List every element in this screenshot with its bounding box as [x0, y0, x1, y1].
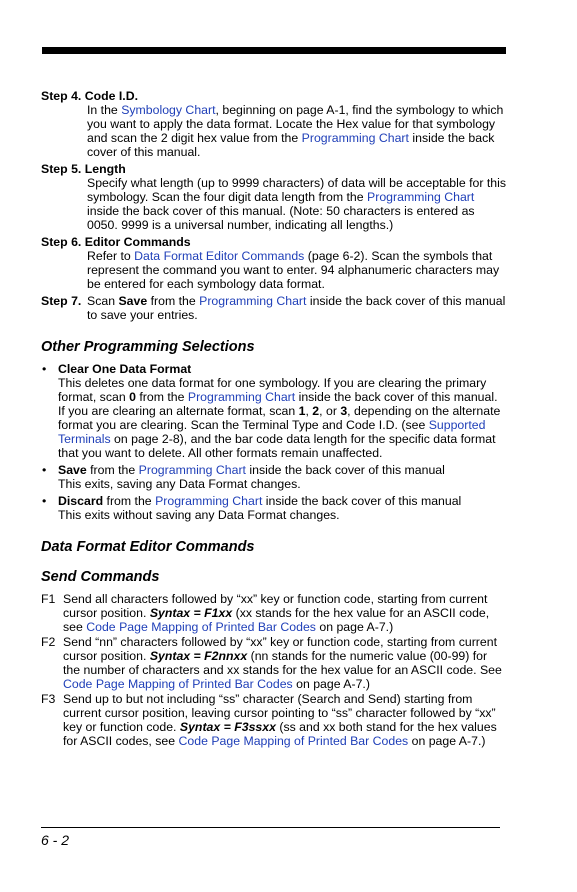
code-page-mapping-link[interactable]: Code Page Mapping of Printed Bar Codes	[86, 620, 316, 634]
step-5-title: Step 5. Length	[41, 162, 126, 176]
programming-chart-link[interactable]: Programming Chart	[187, 390, 296, 404]
text: from the	[103, 494, 156, 508]
syntax: Syntax = F3ssxx	[179, 720, 276, 734]
step-6-title: Step 6. Editor Commands	[41, 235, 191, 249]
text: on page A-7.)	[315, 620, 394, 634]
text: (ss and xx both stand for the hex values for ASCII codes, see	[63, 720, 497, 748]
text: This deletes one data format for one symbology. If you are clearing the primary format, scan	[58, 376, 487, 404]
editor-commands-heading: Data Format Editor Commands	[41, 539, 255, 555]
discard-term: Discard	[58, 494, 104, 508]
command-code: F2	[41, 635, 56, 649]
syntax: Syntax = F2nnxx	[149, 649, 248, 663]
text: Scan	[87, 294, 119, 308]
discard-item	[41, 494, 506, 522]
text: In the	[87, 103, 122, 117]
step-4	[41, 89, 506, 159]
text: (xx stands for the hex value for an ASCII code, see	[63, 606, 490, 634]
step-7-label: Step 7.	[41, 294, 82, 308]
text: on page A-7.)	[408, 734, 486, 748]
step-4-body	[87, 103, 506, 159]
text: from the	[147, 294, 200, 308]
code-page-mapping-link[interactable]: Code Page Mapping of Printed Bar Codes	[178, 734, 409, 748]
step-5-body	[87, 176, 506, 232]
save-item	[41, 463, 506, 491]
text: Specify what length (up to 9999 characters) of data will be acceptable for this symbology. Scan the four digit data length from the	[87, 176, 507, 204]
text: inside the back cover of this manual to save your entries.	[87, 294, 506, 322]
term: 0	[129, 390, 136, 404]
step-7	[41, 294, 506, 322]
supported-terminals-link[interactable]: Supported Terminals	[58, 418, 486, 446]
text: (nn stands for the numeric value (00-99) for the number of characters and xx stands for the hex value for an ASCII code. See	[63, 649, 502, 677]
text: inside the back cover of this manual.	[87, 131, 495, 159]
text: Refer to	[87, 249, 135, 263]
text: Send all characters followed by “xx” key or function code, starting from current cursor position.	[63, 592, 488, 620]
header-rule	[42, 47, 506, 54]
text: Send up to but not including “ss” character (Search and Send) starting from current cursor position, leaving cursor pointing to “ss” character followed by “xx” key or function code.	[63, 692, 496, 734]
command-code: F1	[41, 592, 56, 606]
syntax: Syntax = F1xx	[149, 606, 233, 620]
other-programming-heading: Other Programming Selections	[41, 339, 255, 355]
programming-chart-link[interactable]: Programming Chart	[301, 131, 409, 145]
programming-chart-link[interactable]: Programming Chart	[367, 190, 475, 204]
text: inside the back cover of this manual	[262, 494, 462, 508]
page-number: 6 - 2	[41, 832, 70, 848]
command-code: F3	[41, 692, 56, 706]
text: from the	[135, 390, 188, 404]
command-f1	[41, 592, 506, 634]
symbology-chart-link[interactable]: Symbology Chart	[121, 103, 216, 117]
step-6	[41, 235, 506, 291]
text: Send “nn” characters followed by “xx” key or function code, starting from current cursor position.	[63, 635, 497, 663]
text: inside the back cover of this manual. (Note: 50 characters is entered as 0050. 9999 is a universal number, indicating all lengths.)	[87, 204, 475, 232]
save-term: Save	[118, 294, 148, 308]
save-term: Save	[58, 463, 87, 477]
step-4-title: Step 4. Code I.D.	[41, 89, 139, 103]
page-content	[41, 89, 506, 749]
clear-format-body	[58, 376, 506, 460]
step-6-body	[87, 249, 506, 291]
text: , beginning on page A-1, find the symbology to which you want to apply the data format. Locate the Hex value for that symbology and scan the 2 digit hex value from the	[87, 103, 504, 145]
term: 2	[312, 404, 320, 418]
text: inside the back cover of this manual. If you are clearing an alternate format, scan	[58, 390, 498, 418]
command-f2	[41, 635, 506, 691]
text: on page 2-8), and the bar code data length for the specific data format that you want to delete. All other formats remain unaffected.	[58, 432, 496, 460]
term: 3	[340, 404, 348, 418]
footer-rule	[41, 827, 500, 828]
text: from the	[86, 463, 139, 477]
clear-format-item	[41, 362, 506, 460]
clear-format-title: Clear One Data Format	[58, 362, 192, 376]
text: (page 6-2). Scan the symbols that represent the command you want to enter. 94 alphanumeric characters may be entered for each symbology data format.	[87, 249, 500, 291]
programming-chart-link[interactable]: Programming Chart	[155, 494, 263, 508]
bullet-icon: •	[42, 494, 47, 508]
term: 1	[298, 404, 306, 418]
discard-description: This exits without saving any Data Format changes.	[58, 508, 340, 522]
bullet-icon: •	[42, 362, 47, 376]
text: , or	[319, 404, 341, 418]
data-format-editor-commands-link[interactable]: Data Format Editor Commands	[134, 249, 305, 263]
save-description: This exits, saving any Data Format changes.	[58, 477, 301, 491]
programming-chart-link[interactable]: Programming Chart	[199, 294, 307, 308]
programming-chart-link[interactable]: Programming Chart	[138, 463, 246, 477]
text: inside the back cover of this manual	[245, 463, 445, 477]
step-5	[41, 162, 506, 232]
command-f3	[41, 692, 506, 748]
text: on page A-7.)	[292, 677, 370, 691]
text: ,	[305, 404, 313, 418]
text: , depending on the alternate format you are clearing. Scan the Terminal Type and Code I.D. (see	[58, 404, 501, 432]
code-page-mapping-link[interactable]: Code Page Mapping of Printed Bar Codes	[63, 677, 293, 691]
bullet-icon: •	[42, 463, 47, 477]
send-commands-heading: Send Commands	[41, 569, 160, 585]
